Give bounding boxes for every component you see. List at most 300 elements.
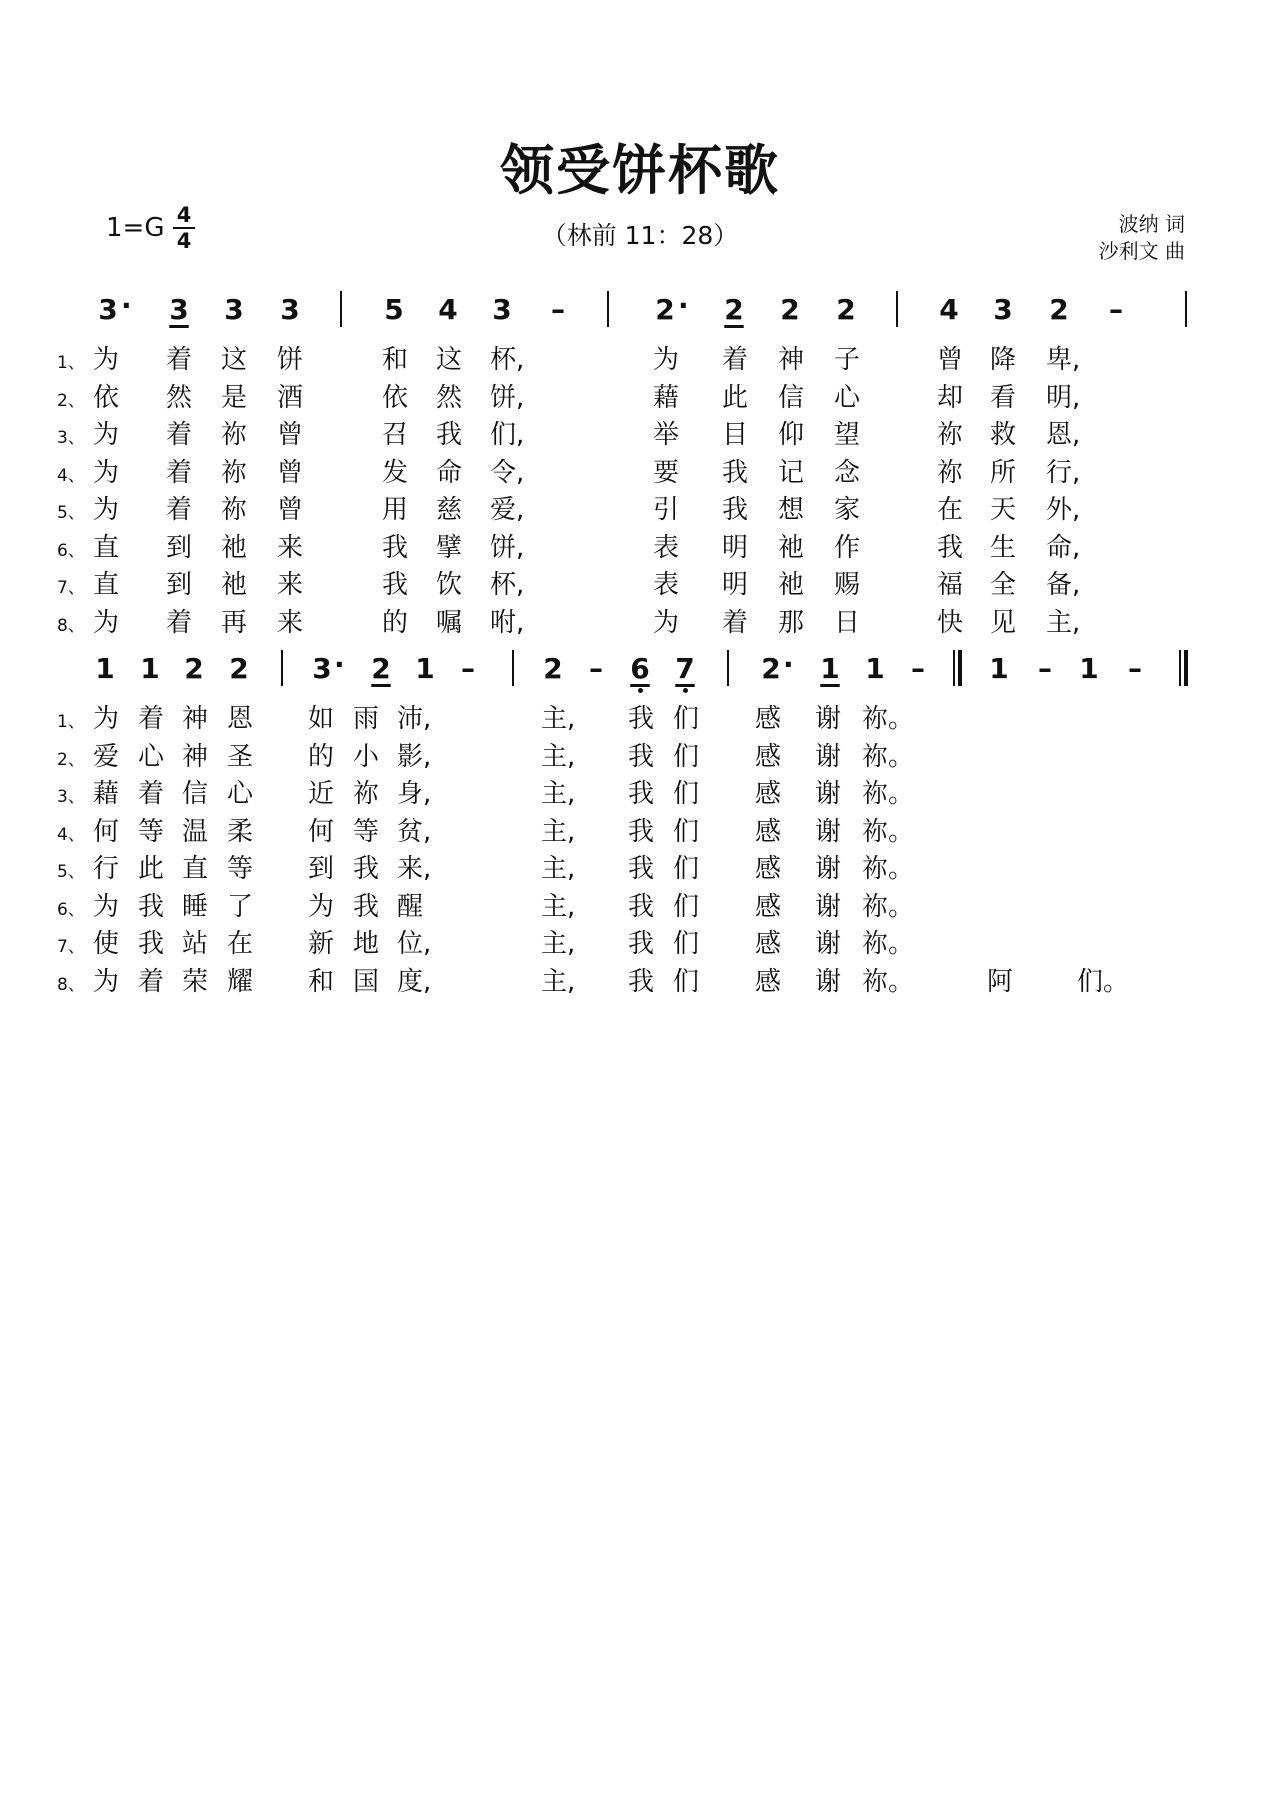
note: 3 — [169, 293, 189, 326]
lyric-syllable: 心 — [834, 382, 861, 413]
lyric-syllable: 谢 — [815, 929, 842, 959]
lyric-syllable: 直 — [93, 570, 120, 600]
lyric-syllable: 感 — [755, 816, 782, 847]
lyric-syllable: 咐, — [490, 607, 525, 638]
lyric-syllable: 为 — [93, 420, 120, 450]
lyric-line — [0, 377, 1280, 413]
lyric-syllable: 我 — [722, 495, 749, 525]
lyric-syllable: 们 — [673, 704, 700, 734]
double-barline-thin — [953, 650, 955, 686]
lyric-syllable: 何 — [93, 816, 120, 847]
augmentation-dot: · — [334, 648, 345, 681]
lyric-syllable: 此 — [138, 854, 165, 884]
lyric-syllable: 我 — [138, 891, 165, 922]
lyric-syllable: 着 — [722, 345, 749, 375]
note: 3 — [993, 293, 1013, 326]
lyric-syllable: 到 — [308, 854, 335, 884]
lyric-syllable: 祂 — [221, 532, 248, 563]
lyric-syllable: 想 — [778, 495, 805, 525]
lyric-syllable: 我 — [628, 854, 655, 884]
lyric-syllable: 望 — [834, 420, 861, 450]
lyric-syllable: 阿 — [987, 966, 1014, 997]
lyric-syllable: 谢 — [815, 854, 842, 884]
note: 2 — [229, 652, 249, 685]
lyric-syllable: 来, — [397, 854, 432, 884]
lyric-syllable: 为 — [308, 891, 335, 922]
low-octave-dot — [683, 688, 688, 693]
lyric-syllable: 嘱 — [436, 607, 463, 638]
note: 2 — [836, 293, 856, 326]
lyric-line — [0, 848, 1280, 884]
lyric-syllable: 主, — [541, 891, 576, 922]
lyric-syllable: 心 — [227, 779, 254, 809]
low-octave-dot — [638, 688, 643, 693]
lyric-syllable: 的 — [382, 607, 409, 638]
lyric-syllable: 祢 — [937, 420, 964, 450]
barline — [340, 291, 342, 327]
notation-row-1 — [0, 289, 1280, 329]
note: 4 — [939, 293, 959, 326]
lyric-syllable: 命 — [436, 457, 463, 488]
verse-number: 4、 — [57, 824, 85, 845]
lyric-syllable: 曾 — [277, 495, 304, 525]
lyric-syllable: 和 — [382, 345, 409, 375]
notation-row-2 — [0, 648, 1280, 688]
verse-number: 3、 — [57, 428, 85, 448]
barline — [1185, 291, 1187, 327]
dash: – — [1128, 652, 1142, 685]
note: 2 — [780, 293, 800, 326]
lyric-syllable: 祢。 — [862, 966, 915, 997]
dash: – — [589, 652, 603, 685]
lyric-syllable: 着 — [722, 607, 749, 638]
time-signature-bottom: 4 — [176, 229, 192, 253]
verse-number: 6、 — [57, 540, 85, 561]
verse-number: 1、 — [57, 712, 85, 732]
lyric-syllable: 等 — [138, 816, 165, 847]
verse-number: 2、 — [57, 749, 85, 770]
note: 4 — [438, 293, 458, 326]
note: 5 — [384, 293, 404, 326]
lyric-syllable: 到 — [166, 532, 193, 563]
lyric-syllable: 谢 — [815, 704, 842, 734]
lyric-syllable: 我 — [382, 570, 409, 600]
lyric-syllable: 贫, — [397, 816, 432, 847]
lyric-syllable: 为 — [653, 607, 680, 638]
lyric-syllable: 着 — [166, 607, 193, 638]
lyric-syllable: 依 — [382, 382, 409, 413]
lyric-syllable: 祢。 — [862, 854, 915, 884]
lyric-syllable: 祢 — [221, 457, 248, 488]
lyric-line — [0, 602, 1280, 638]
lyric-syllable: 命, — [1046, 532, 1081, 563]
double-barline-thick — [958, 650, 962, 686]
lyric-syllable: 荣 — [182, 966, 209, 997]
lyric-syllable: 赐 — [834, 570, 861, 600]
lyric-syllable: 来 — [277, 570, 304, 600]
lyric-syllable: 雨 — [353, 704, 380, 734]
lyric-syllable: 行, — [1046, 457, 1081, 488]
lyric-syllable: 爱 — [93, 741, 120, 772]
lyric-syllable: 感 — [755, 929, 782, 959]
lyric-syllable: 站 — [182, 929, 209, 959]
lyric-syllable: 召 — [382, 420, 409, 450]
lyric-syllable: 外, — [1046, 495, 1081, 525]
lyric-syllable: 们 — [673, 854, 700, 884]
lyric-syllable: 快 — [937, 607, 964, 638]
lyric-syllable: 我 — [628, 966, 655, 997]
lyric-line — [0, 773, 1280, 809]
lyric-syllable: 为 — [93, 495, 120, 525]
lyric-syllable: 信 — [182, 779, 209, 809]
augmentation-dot: · — [121, 289, 132, 322]
verse-number: 4、 — [57, 465, 85, 486]
lyric-syllable: 福 — [937, 570, 964, 600]
lyric-syllable: 藉 — [93, 779, 120, 809]
lyric-syllable: 着 — [166, 495, 193, 525]
lyric-syllable: 明 — [722, 570, 749, 600]
lyric-syllable: 饼 — [277, 345, 304, 375]
lyric-syllable: 降 — [990, 345, 1017, 375]
dash: – — [911, 652, 925, 685]
key-signature: 1=G — [106, 213, 165, 243]
lyric-line — [0, 489, 1280, 525]
lyric-syllable: 我 — [628, 779, 655, 809]
lyric-syllable: 恩, — [1046, 420, 1081, 450]
lyric-line — [0, 452, 1280, 488]
lyric-syllable: 影, — [397, 741, 432, 772]
lyric-syllable: 主, — [541, 816, 576, 847]
lyric-syllable: 日 — [834, 607, 861, 638]
lyric-syllable: 发 — [382, 457, 409, 488]
lyric-syllable: 主, — [541, 929, 576, 959]
lyric-syllable: 主, — [1046, 607, 1081, 638]
lyric-syllable: 我 — [436, 420, 463, 450]
lyric-syllable: 们, — [490, 420, 525, 450]
lyric-syllable: 着 — [138, 966, 165, 997]
verse-number: 8、 — [57, 974, 85, 995]
lyric-syllable: 明 — [722, 532, 749, 563]
verse-number: 5、 — [57, 503, 85, 523]
lyric-syllable: 等 — [353, 816, 380, 847]
note: 3 — [98, 293, 118, 326]
lyric-syllable: 要 — [653, 457, 680, 488]
lyric-syllable: 谢 — [815, 816, 842, 847]
lyric-syllable: 主, — [541, 741, 576, 772]
lyric-syllable: 用 — [382, 495, 409, 525]
double-barline-thick — [1184, 650, 1188, 686]
lyric-syllable: 全 — [990, 570, 1017, 600]
lyric-syllable: 我 — [628, 741, 655, 772]
lyric-syllable: 为 — [93, 345, 120, 375]
lyric-syllable: 祢。 — [862, 891, 915, 922]
note: 2 — [371, 652, 391, 685]
verse-number: 7、 — [57, 937, 85, 957]
note: 3 — [492, 293, 512, 326]
lyric-syllable: 恩 — [227, 704, 254, 734]
lyric-syllable: 我 — [382, 532, 409, 563]
lyric-syllable: 在 — [227, 929, 254, 959]
lyric-line — [0, 736, 1280, 772]
lyric-syllable: 近 — [308, 779, 335, 809]
lyric-syllable: 柔 — [227, 816, 254, 847]
lyric-syllable: 我 — [937, 532, 964, 563]
lyric-line — [0, 339, 1280, 375]
lyric-syllable: 心 — [138, 741, 165, 772]
lyric-syllable: 新 — [308, 929, 335, 959]
lyric-syllable: 到 — [166, 570, 193, 600]
lyric-syllable: 祢 — [221, 420, 248, 450]
lyric-syllable: 等 — [227, 854, 254, 884]
lyric-syllable: 我 — [628, 704, 655, 734]
note: 3 — [312, 652, 332, 685]
note-low-octave: 6 — [630, 652, 650, 685]
barline — [727, 650, 729, 686]
lyric-syllable: 祢。 — [862, 816, 915, 847]
lyric-syllable: 国 — [353, 966, 380, 997]
lyric-syllable: 地 — [353, 929, 380, 959]
lyric-syllable: 此 — [722, 382, 749, 413]
lyric-syllable: 祢 — [221, 495, 248, 525]
lyric-syllable: 来 — [277, 607, 304, 638]
verse-number: 1、 — [57, 353, 85, 373]
note: 2 — [543, 652, 563, 685]
note: 1 — [989, 652, 1009, 685]
lyric-syllable: 表 — [653, 570, 680, 600]
note: 2 — [724, 293, 744, 326]
lyric-syllable: 为 — [93, 966, 120, 997]
lyric-syllable: 我 — [628, 929, 655, 959]
lyric-syllable: 曾 — [277, 457, 304, 488]
note: 1 — [820, 652, 840, 685]
lyric-syllable: 主, — [541, 779, 576, 809]
verse-number: 3、 — [57, 787, 85, 807]
dash: – — [551, 293, 565, 326]
barline — [512, 650, 514, 686]
lyric-syllable: 主, — [541, 854, 576, 884]
barline — [896, 291, 898, 327]
lyric-syllable: 饼, — [490, 382, 525, 413]
lyric-syllable: 看 — [990, 382, 1017, 413]
lyric-syllable: 我 — [628, 891, 655, 922]
lyric-syllable: 着 — [166, 345, 193, 375]
lyric-syllable: 直 — [93, 532, 120, 563]
verse-number: 8、 — [57, 615, 85, 636]
lyric-syllable: 醒 — [397, 891, 424, 922]
lyric-syllable: 感 — [755, 741, 782, 772]
lyric-syllable: 祂 — [778, 532, 805, 563]
note-low-octave: 7 — [675, 652, 695, 685]
lyric-syllable: 见 — [990, 607, 1017, 638]
lyric-syllable: 沛, — [397, 704, 432, 734]
lyric-line — [0, 414, 1280, 450]
lyric-syllable: 温 — [182, 816, 209, 847]
lyric-syllable: 谢 — [815, 741, 842, 772]
lyric-line — [0, 698, 1280, 734]
note: 1 — [1079, 652, 1099, 685]
lyric-syllable: 为 — [93, 891, 120, 922]
verse-number: 6、 — [57, 899, 85, 920]
lyric-syllable: 这 — [221, 345, 248, 375]
lyric-syllable: 感 — [755, 854, 782, 884]
lyric-syllable: 这 — [436, 345, 463, 375]
lyric-syllable: 擘 — [436, 532, 463, 563]
barline — [607, 291, 609, 327]
lyric-syllable: 记 — [778, 457, 805, 488]
lyric-syllable: 生 — [990, 532, 1017, 563]
lyric-syllable: 感 — [755, 779, 782, 809]
note: 2 — [655, 293, 675, 326]
lyric-syllable: 令, — [490, 457, 525, 488]
lyric-syllable: 在 — [937, 495, 964, 525]
verse-number: 5、 — [57, 862, 85, 882]
lyric-syllable: 的 — [308, 741, 335, 772]
lyric-syllable: 谢 — [815, 891, 842, 922]
lyric-syllable: 了 — [227, 891, 254, 922]
lyric-syllable: 祂 — [778, 570, 805, 600]
lyric-syllable: 我 — [353, 854, 380, 884]
note: 1 — [415, 652, 435, 685]
lyric-syllable: 谢 — [815, 966, 842, 997]
note: 2 — [1049, 293, 1069, 326]
lyric-syllable: 来 — [277, 532, 304, 563]
scripture-reference: （林前 11：28） — [541, 221, 739, 250]
lyric-syllable: 着 — [138, 779, 165, 809]
verse-number: 7、 — [57, 578, 85, 598]
augmentation-dot: · — [678, 289, 689, 322]
lyric-syllable: 然 — [436, 382, 463, 413]
lyric-syllable: 依 — [93, 382, 120, 413]
lyric-syllable: 明, — [1046, 382, 1081, 413]
lyric-syllable: 藉 — [653, 382, 680, 413]
verse-number: 2、 — [57, 390, 85, 411]
lyric-line — [0, 811, 1280, 847]
lyric-line — [0, 923, 1280, 959]
note: 1 — [865, 652, 885, 685]
lyric-syllable: 行 — [93, 854, 120, 884]
lyric-syllable: 感 — [755, 891, 782, 922]
lyric-line — [0, 527, 1280, 563]
lyric-syllable: 何 — [308, 816, 335, 847]
lyric-syllable: 举 — [653, 420, 680, 450]
lyric-syllable: 谢 — [815, 779, 842, 809]
lyric-syllable: 直 — [182, 854, 209, 884]
lyric-syllable: 祢 — [937, 457, 964, 488]
note: 1 — [140, 652, 160, 685]
lyric-syllable: 祢。 — [862, 704, 915, 734]
lyric-syllable: 祢。 — [862, 929, 915, 959]
lyric-syllable: 杯, — [490, 570, 525, 600]
lyric-syllable: 酒 — [277, 382, 304, 413]
lyric-syllable: 度, — [397, 966, 432, 997]
lyric-syllable: 神 — [182, 741, 209, 772]
lyric-syllable: 使 — [93, 929, 120, 959]
lyric-syllable: 所 — [990, 457, 1017, 488]
lyric-syllable: 杯, — [490, 345, 525, 375]
lyric-syllable: 主, — [541, 704, 576, 734]
lyric-syllable: 爱, — [490, 495, 525, 525]
lyric-syllable: 救 — [990, 420, 1017, 450]
lyric-syllable: 目 — [722, 420, 749, 450]
note: 1 — [95, 652, 115, 685]
note: 2 — [761, 652, 781, 685]
lyric-syllable: 曾 — [277, 420, 304, 450]
lyric-syllable: 我 — [138, 929, 165, 959]
lyric-syllable: 感 — [755, 966, 782, 997]
lyric-syllable: 仰 — [778, 420, 805, 450]
double-barline-thin — [1179, 650, 1181, 686]
lyric-line — [0, 886, 1280, 922]
lyric-syllable: 曾 — [937, 345, 964, 375]
lyric-syllable: 们。 — [1077, 966, 1130, 997]
lyric-syllable: 圣 — [227, 741, 254, 772]
lyric-syllable: 为 — [93, 607, 120, 638]
lyric-syllable: 信 — [778, 382, 805, 413]
composer-credit: 沙利文 曲 — [1098, 239, 1185, 263]
lyric-syllable: 和 — [308, 966, 335, 997]
lyric-syllable: 念 — [834, 457, 861, 488]
lyric-syllable: 们 — [673, 741, 700, 772]
lyric-syllable: 祢 — [353, 779, 380, 809]
lyric-syllable: 饮 — [436, 570, 463, 600]
lyric-syllable: 引 — [653, 495, 680, 525]
dash: – — [1109, 293, 1123, 326]
lyric-syllable: 为 — [93, 457, 120, 488]
lyric-syllable: 身, — [397, 779, 432, 809]
augmentation-dot: · — [783, 648, 794, 681]
lyric-syllable: 们 — [673, 779, 700, 809]
lyric-syllable: 们 — [673, 891, 700, 922]
note: 2 — [184, 652, 204, 685]
lyric-line — [0, 961, 1280, 997]
lyric-syllable: 为 — [93, 704, 120, 734]
lyric-syllable: 们 — [673, 816, 700, 847]
lyric-syllable: 我 — [722, 457, 749, 488]
lyricist-credit: 波纳 词 — [1118, 212, 1185, 236]
lyric-syllable: 我 — [628, 816, 655, 847]
lyric-syllable: 天 — [990, 495, 1017, 525]
time-signature-top: 4 — [176, 203, 192, 227]
lyric-syllable: 们 — [673, 966, 700, 997]
lyric-syllable: 是 — [221, 382, 248, 413]
lyric-syllable: 主, — [541, 966, 576, 997]
lyric-syllable: 如 — [308, 704, 335, 734]
lyric-syllable: 慈 — [436, 495, 463, 525]
lyric-syllable: 小 — [353, 741, 380, 772]
lyric-syllable: 感 — [755, 704, 782, 734]
lyric-syllable: 饼, — [490, 532, 525, 563]
lyric-syllable: 祂 — [221, 570, 248, 600]
lyric-syllable: 位, — [397, 929, 432, 959]
lyric-syllable: 却 — [937, 382, 964, 413]
lyric-syllable: 作 — [834, 532, 861, 563]
song-title: 领受饼杯歌 — [500, 139, 780, 202]
lyric-syllable: 神 — [182, 704, 209, 734]
dash: – — [461, 652, 475, 685]
lyric-syllable: 表 — [653, 532, 680, 563]
lyric-syllable: 们 — [673, 929, 700, 959]
lyric-syllable: 睡 — [182, 891, 209, 922]
dash: – — [1038, 652, 1052, 685]
barline — [281, 650, 283, 686]
lyric-syllable: 着 — [166, 420, 193, 450]
note: 3 — [224, 293, 244, 326]
lyric-syllable: 卑, — [1046, 345, 1081, 375]
lyric-syllable: 备, — [1046, 570, 1081, 600]
lyric-syllable: 子 — [834, 345, 861, 375]
lyric-line — [0, 564, 1280, 600]
lyric-syllable: 着 — [138, 704, 165, 734]
